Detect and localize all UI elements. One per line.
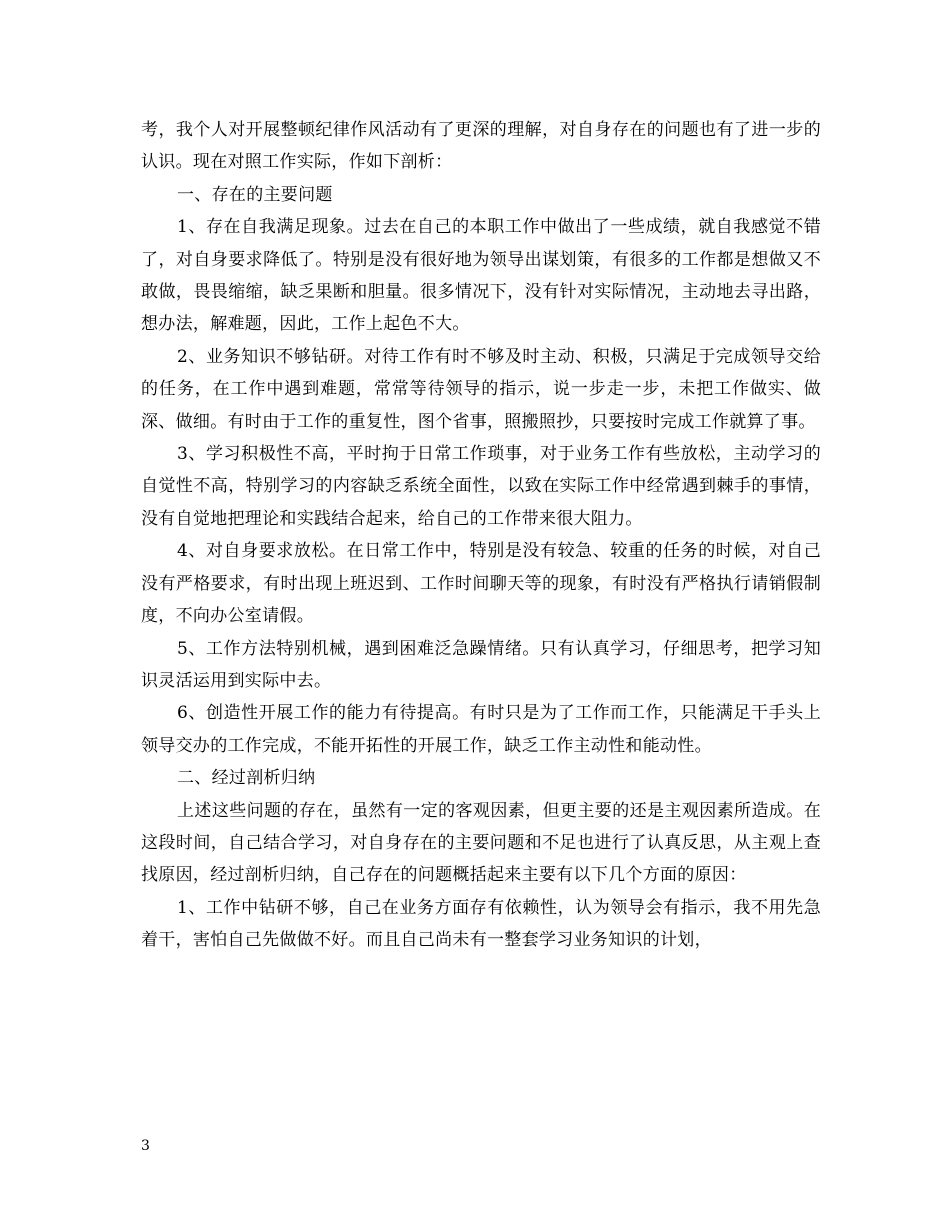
paragraph-intro: 考，我个人对开展整顿纪律作风活动有了更深的理解，对自身存在的问题也有了进一步的认识。现在对照工作实际，作如下剖析： <box>141 120 821 173</box>
paragraph-problem-2: 2、业务知识不够钻研。对待工作有时不够及时主动、积极，只满足于完成领导交给的任务，在工作中遇到难题，常常等待领导的指示，说一步走一步，未把工作做实、做深、做细。有时由于工作的重复性，图个省事，照搬照抄，只要按时完成工作就算了事。 <box>141 346 821 432</box>
paragraph-problem-6: 6、创造性开展工作的能力有待提高。有时只是为了工作而工作，只能满足干手头上领导交办的工作完成，不能开拓性的开展工作，缺乏工作主动性和能动性。 <box>141 703 821 756</box>
heading-main-problems: 一、存在的主要问题 <box>177 184 333 205</box>
heading-analysis: 二、经过剖析归纳 <box>177 768 316 789</box>
paragraph-problem-3: 3、学习积极性不高，平时拘于日常工作琐事，对于业务工作有些放松，主动学习的自觉性不高，特别学习的内容缺乏系统全面性，以致在实际工作中经常遇到棘手的事情，没有自觉地把理论和实践结合起来，给自己的工作带来很大阻力。 <box>141 444 821 529</box>
paragraph-problem-1: 1、存在自我满足现象。过去在自己的本职工作中做出了一些成绩，就自我感觉不错了，对自身要求降低了。特别是没有很好地为领导出谋划策，有很多的工作都是想做又不敢做，畏畏缩缩，缺乏果断和胆量。很多情况下，没有针对实际情况，主动地去寻出路，想办法，解难题，因此，工作上起色不大。 <box>141 217 821 335</box>
document-body <box>141 114 821 957</box>
paragraph-cause-1: 1、工作中钻研不够，自己在业务方面存有依赖性，认为领导会有指示，我不用先急着干，害怕自己先做做不好。而且自己尚未有一整套学习业务知识的计划， <box>141 897 821 951</box>
paragraph-analysis-intro: 上述这些问题的存在，虽然有一定的客观因素，但更主要的还是主观因素所造成。在这段时间，自己结合学习，对自身存在的主要问题和不足也进行了认真反思，从主观上查找原因，经过剖析归纳，自己存在的问题概括起来主要有以下几个方面的原因： <box>141 800 821 886</box>
paragraph-problem-4: 4、对自身要求放松。在日常工作中，特别是没有较急、较重的任务的时候，对自己没有严格要求，有时出现上班迟到、工作时间聊天等的现象，有时没有严格执行请销假制度，不向办公室请假。 <box>141 541 821 627</box>
paragraph-problem-5: 5、工作方法特别机械，遇到困难泛急躁情绪。只有认真学习，仔细思考，把学习知识灵活运用到实际中去。 <box>141 638 821 691</box>
page-number: 3 <box>141 1138 150 1154</box>
